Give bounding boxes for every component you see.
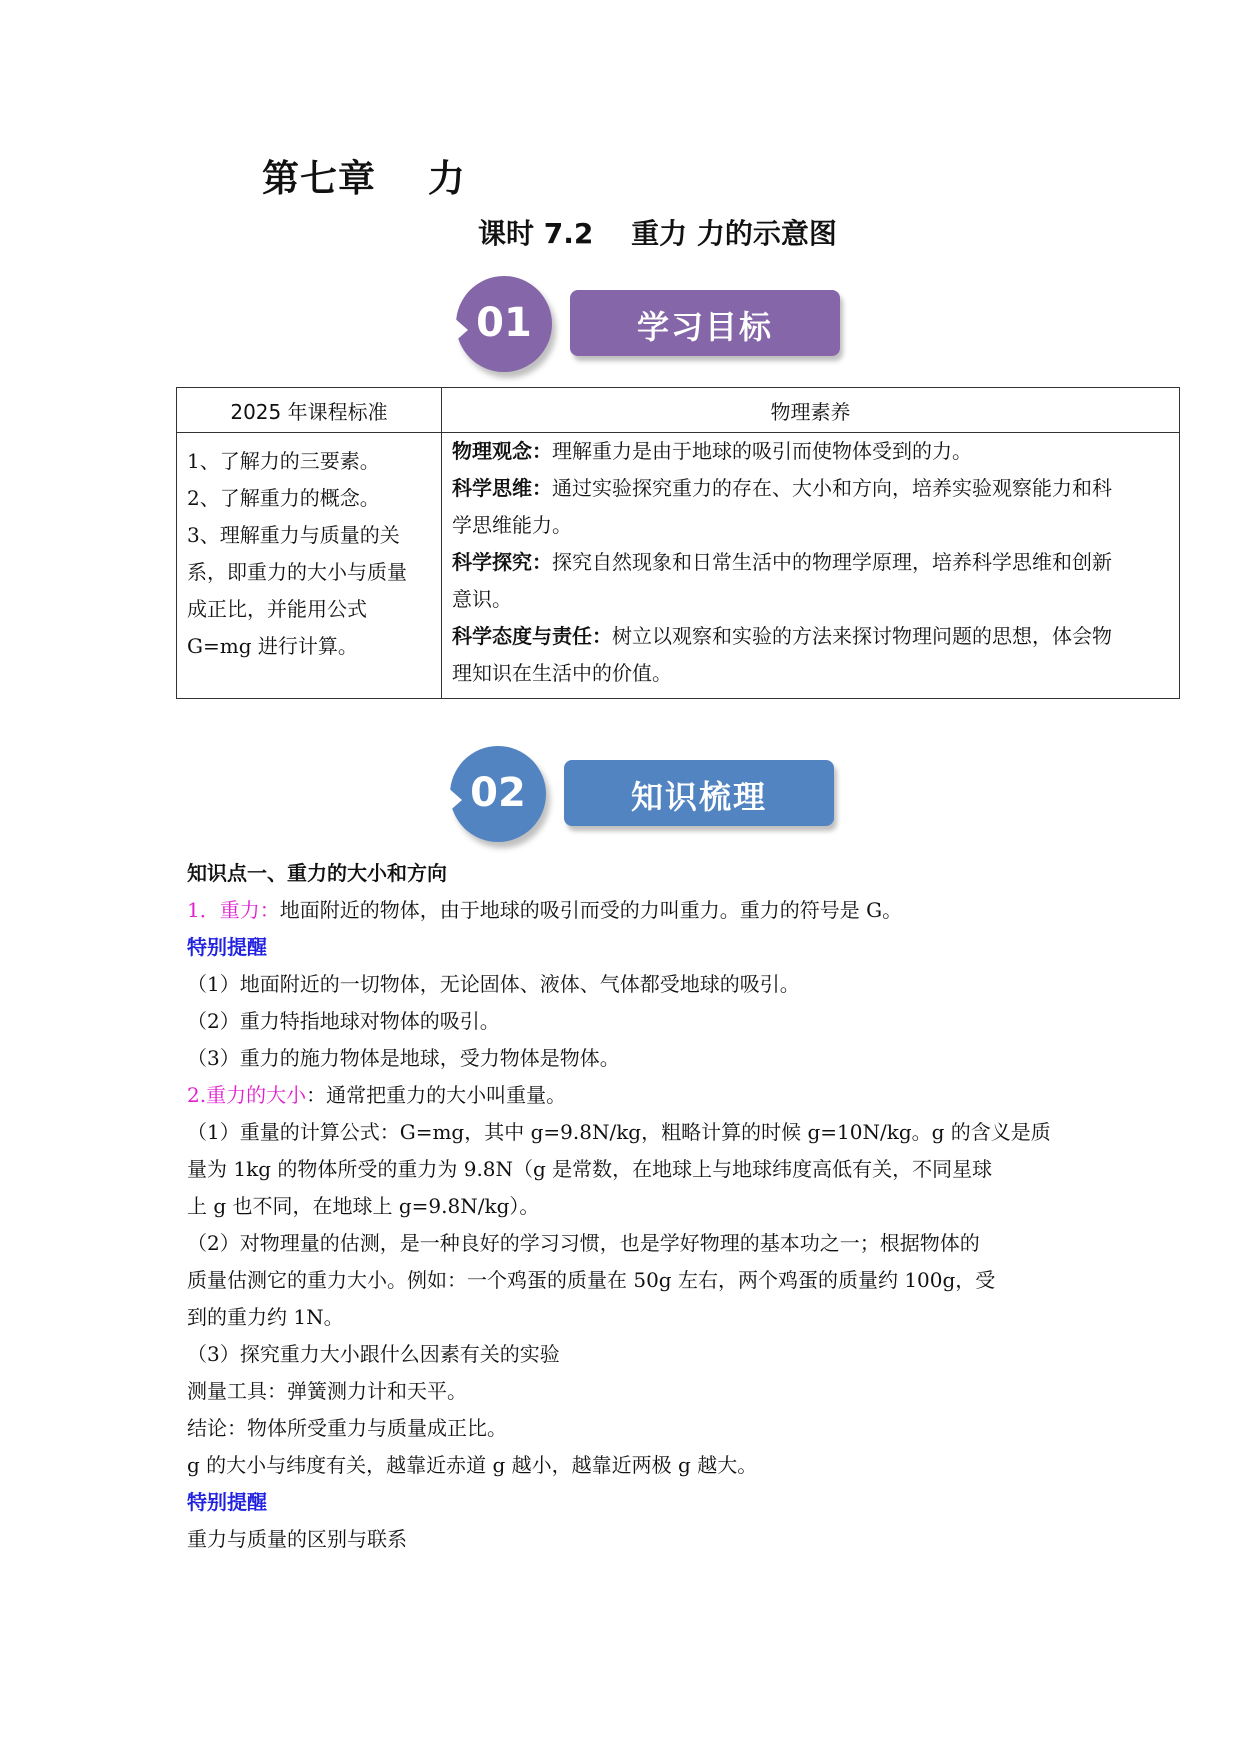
knowledge-item-gravity (187, 892, 1057, 929)
section-banner-knowledge (440, 740, 860, 850)
item-label: 1．重力： (187, 898, 280, 922)
table-header-standard: 2025 年课程标准 (177, 388, 442, 433)
literacy-text: 意识。 (452, 587, 512, 611)
paragraph-line: （2）对物理量的估测，是一种良好的学习习惯，也是学好物理的基本功之一；根据物体的 (187, 1231, 980, 1255)
section-number: 02 (470, 770, 526, 816)
literacy-item (452, 544, 1169, 618)
knowledge-heading: 知识点一、重力的大小和方向 (187, 861, 447, 885)
literacy-item (452, 470, 1169, 544)
paragraph-line: g 的大小与纬度有关，越靠近赤道 g 越小，越靠近两极 g 越大。 (187, 1453, 758, 1477)
section-label: 知识梳理 (630, 778, 767, 816)
section-label-bar (570, 290, 840, 356)
chapter-title: 第七章 力 (262, 157, 466, 200)
literacy-text: 探究自然现象和日常生活中的物理学原理，培养科学思维和创新 (552, 550, 1112, 574)
reminder-item: （1）地面附近的一切物体，无论固体、液体、气体都受地球的吸引。 (187, 972, 800, 996)
standard-line: 成正比，并能用公式 (187, 597, 367, 621)
paragraph-line: 量为 1kg 的物体所受的重力为 9.8N（g 是常数，在地球上与地球纬度高低有关，不同星球 (187, 1157, 993, 1181)
item-text: 地面附近的物体，由于地球的吸引而受的力叫重力。重力的符号是 G。 (279, 898, 903, 922)
knowledge-content (187, 855, 1057, 1558)
paragraph-line: 上 g 也不同，在地球上 g=9.8N/kg）。 (187, 1194, 540, 1218)
section-number-badge (450, 746, 546, 842)
paragraph-line: 质量估测它的重力大小。例如：一个鸡蛋的质量在 50g 左右，两个鸡蛋的质量约 100g，受 (187, 1268, 996, 1292)
literacy-text: 理解重力是由于地球的吸引而使物体受到的力。 (552, 439, 972, 463)
special-reminder-label: 特别提醒 (187, 935, 267, 959)
section-banner-goals (446, 270, 866, 380)
standard-line: G=mg 进行计算。 (187, 634, 358, 658)
standard-line: 3、理解重力与质量的关 (187, 523, 400, 547)
standards-cell (177, 433, 442, 699)
reminder-item: （3）重力的施力物体是地球，受力物体是物体。 (187, 1046, 620, 1070)
section-number-badge (456, 276, 552, 372)
literacy-item (452, 433, 1169, 470)
paragraph-line: 结论：物体所受重力与质量成正比。 (187, 1416, 507, 1440)
lesson-title: 课时 7.2 重力 力的示意图 (478, 217, 837, 250)
standard-line: 1、了解力的三要素。 (187, 449, 380, 473)
literacy-key: 科学思维： (452, 476, 552, 500)
paragraph-line: （1）重量的计算公式：G=mg，其中 g=9.8N/kg，粗略计算的时候 g=10N/kg。g 的含义是质 (187, 1120, 1051, 1144)
reminder-item: （2）重力特指地球对物体的吸引。 (187, 1009, 500, 1033)
knowledge-item-weight (187, 1077, 1057, 1114)
paragraph-line: 到的重力约 1N。 (187, 1305, 344, 1329)
literacy-text: 理知识在生活中的价值。 (452, 661, 672, 685)
section-label-bar (564, 760, 834, 826)
item-text: ：通常把重力的大小叫重量。 (306, 1083, 567, 1107)
special-reminder-label: 特别提醒 (187, 1490, 267, 1514)
literacy-text: 树立以观察和实验的方法来探讨物理问题的思想，体会物 (612, 624, 1112, 648)
section-label: 学习目标 (636, 308, 773, 346)
standard-line: 系，即重力的大小与质量 (187, 560, 407, 584)
literacy-text: 学思维能力。 (452, 513, 572, 537)
literacy-cell (442, 433, 1180, 699)
paragraph-line: 重力与质量的区别与联系 (187, 1527, 407, 1551)
literacy-key: 科学态度与责任： (452, 624, 612, 648)
paragraph-line: 测量工具：弹簧测力计和天平。 (187, 1379, 467, 1403)
literacy-text: 通过实验探究重力的存在、大小和方向，培养实验观察能力和科 (552, 476, 1112, 500)
table-header-literacy: 物理素养 (442, 388, 1180, 433)
item-label: 2.重力的大小 (187, 1083, 307, 1107)
standard-line: 2、了解重力的概念。 (187, 486, 380, 510)
literacy-key: 科学探究： (452, 550, 552, 574)
section-number: 01 (476, 300, 532, 346)
paragraph-line: （3）探究重力大小跟什么因素有关的实验 (187, 1342, 560, 1366)
learning-goals-table (176, 387, 1180, 699)
literacy-item (452, 618, 1169, 692)
literacy-key: 物理观念： (452, 439, 552, 463)
